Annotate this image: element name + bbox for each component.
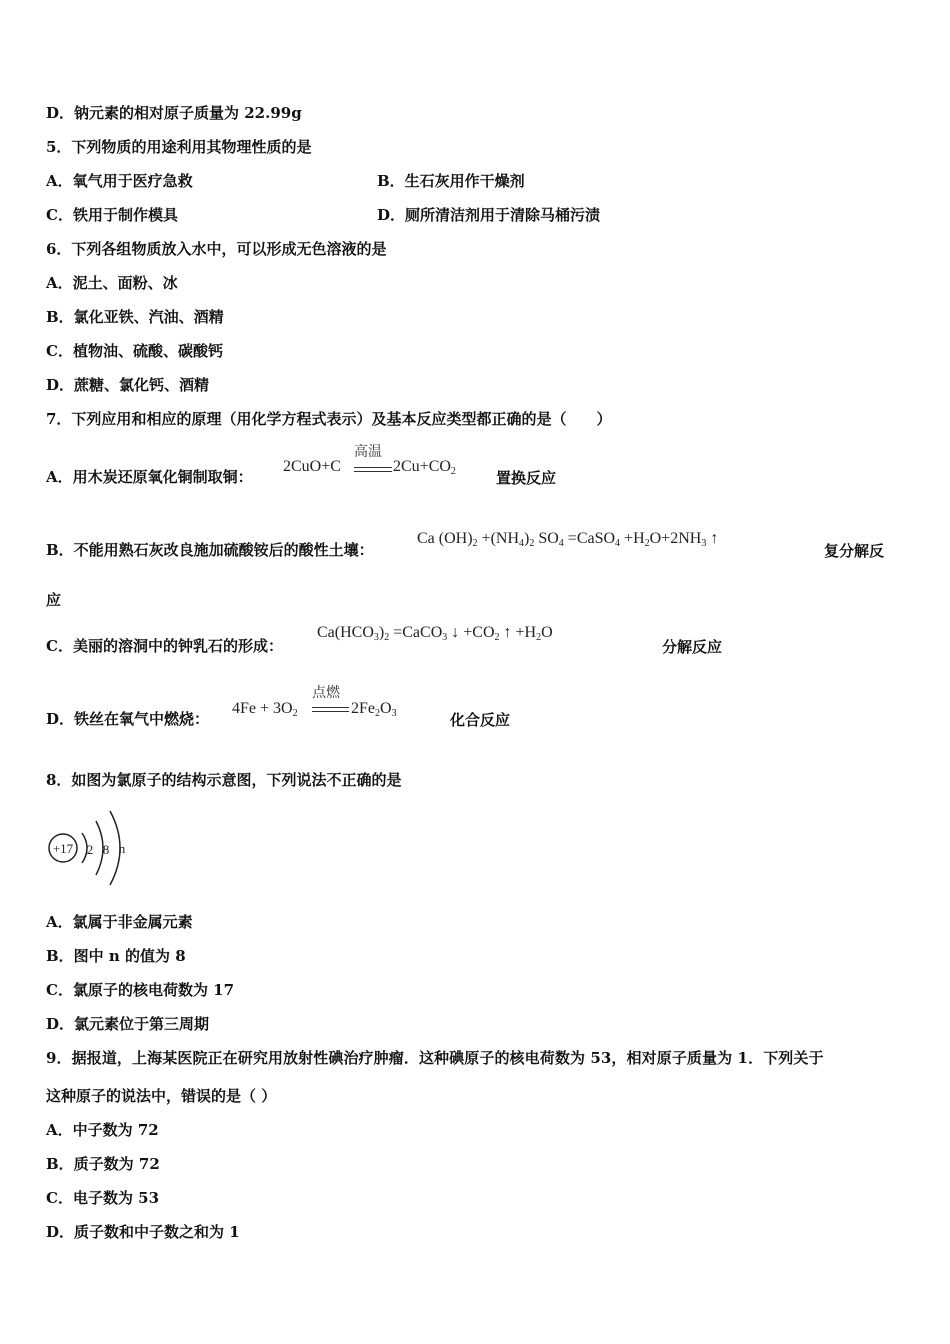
q5-option-d: D．厕所清洁剂用于清除马桶污渍	[377, 206, 601, 224]
q7-option-d: D．铁丝在氧气中燃烧：	[46, 710, 210, 728]
q5-stem: 5．下列物质的用途利用其物理性质的是	[46, 138, 312, 156]
q9-option-b: B．质子数为 72	[46, 1155, 160, 1173]
q6-stem: 6．下列各组物质放入水中，可以形成无色溶液的是	[46, 240, 387, 258]
q7-b-equation: Ca $(OH)_2 +(NH_4)_2$ $SO_4$ =CaSO$_4$ $+H_2O+2NH_3$ ↑	[417, 530, 719, 549]
q7-d-equation-left: $4Fe + 3O_2$	[232, 700, 298, 719]
q7-c-reaction-type: 分解反应	[662, 638, 723, 656]
q8-stem: 8．如图为氯原子的结构示意图，下列说法不正确的是	[46, 771, 402, 789]
q7-a-equation-left: 2CuO+C	[283, 458, 341, 475]
q7-d-reaction-type: 化合反应	[450, 711, 511, 729]
q5-option-c: C．铁用于制作模具	[46, 206, 178, 224]
q6-option-c: C．植物油、硫酸、碳酸钙	[46, 342, 223, 360]
q9-option-c: C．电子数为 53	[46, 1189, 160, 1207]
q9-stem-line1: 9．据报道，上海某医院正在研究用放射性碘治疗肿瘤．这种碘原子的核电荷数为 53，相对原子质量为 1．下列关于	[46, 1049, 824, 1067]
q7-a-equals-sign	[354, 467, 392, 472]
q7-option-a: A．用木炭还原氧化铜制取铜：	[46, 468, 253, 486]
q4-option-d: D．钠元素的相对原子质量为 22.99g	[46, 104, 302, 122]
q7-option-c: C．美丽的溶洞中的钟乳石的形成：	[46, 637, 283, 655]
q8-option-a: A．氯属于非金属元素	[46, 913, 193, 931]
q8-option-d: D．氯元素位于第三周期	[46, 1015, 210, 1033]
q7-d-equation-right: $2Fe_2O_3$	[351, 700, 397, 719]
q8-option-b: B．图中 n 的值为 8	[46, 947, 186, 965]
q7-a-equation-right: $2Cu+CO_2$	[393, 458, 456, 477]
q6-option-b: B．氯化亚铁、汽油、酒精	[46, 308, 224, 326]
q7-b-reaction-type: 复分解反	[824, 542, 885, 560]
q7-option-b: B．不能用熟石灰改良施加硫酸铵后的酸性土壤：	[46, 541, 374, 559]
shell1-electrons: 2	[86, 842, 94, 857]
nucleus-charge: +17	[52, 841, 74, 856]
q7-d-condition: 点燃	[312, 685, 340, 701]
q9-option-d: D．质子数和中子数之和为 1	[46, 1223, 240, 1241]
q5-option-a: A．氧气用于医疗急救	[46, 172, 193, 190]
shell3-electrons: n	[118, 841, 126, 856]
q7-a-condition: 高温	[354, 444, 382, 460]
q6-option-a: A．泥土、面粉、冰	[46, 274, 178, 292]
shell2-electrons: 8	[102, 842, 110, 857]
q8-option-c: C．氯原子的核电荷数为 17	[46, 981, 235, 999]
q7-c-equation: $Ca(HCO_3)_2$ =CaCO$_3$ ↓ $+CO_2$ ↑ $+H_2O$	[317, 624, 553, 643]
chlorine-atom-structure-diagram	[44, 805, 139, 893]
q7-stem: 7．下列应用和相应的原理（用化学方程式表示）及基本反应类型都正确的是（ ）	[46, 410, 612, 428]
q7-b-reaction-type-cont: 应	[46, 591, 62, 609]
q5-option-b: B．生石灰用作干燥剂	[377, 172, 525, 190]
q6-option-d: D．蔗糖、氯化钙、酒精	[46, 376, 210, 394]
q7-d-equals-sign	[312, 707, 349, 712]
q9-stem-line2: 这种原子的说法中，错误的是（ ）	[46, 1087, 277, 1105]
q9-option-a: A．中子数为 72	[46, 1121, 159, 1139]
q7-a-reaction-type: 置换反应	[496, 469, 557, 487]
